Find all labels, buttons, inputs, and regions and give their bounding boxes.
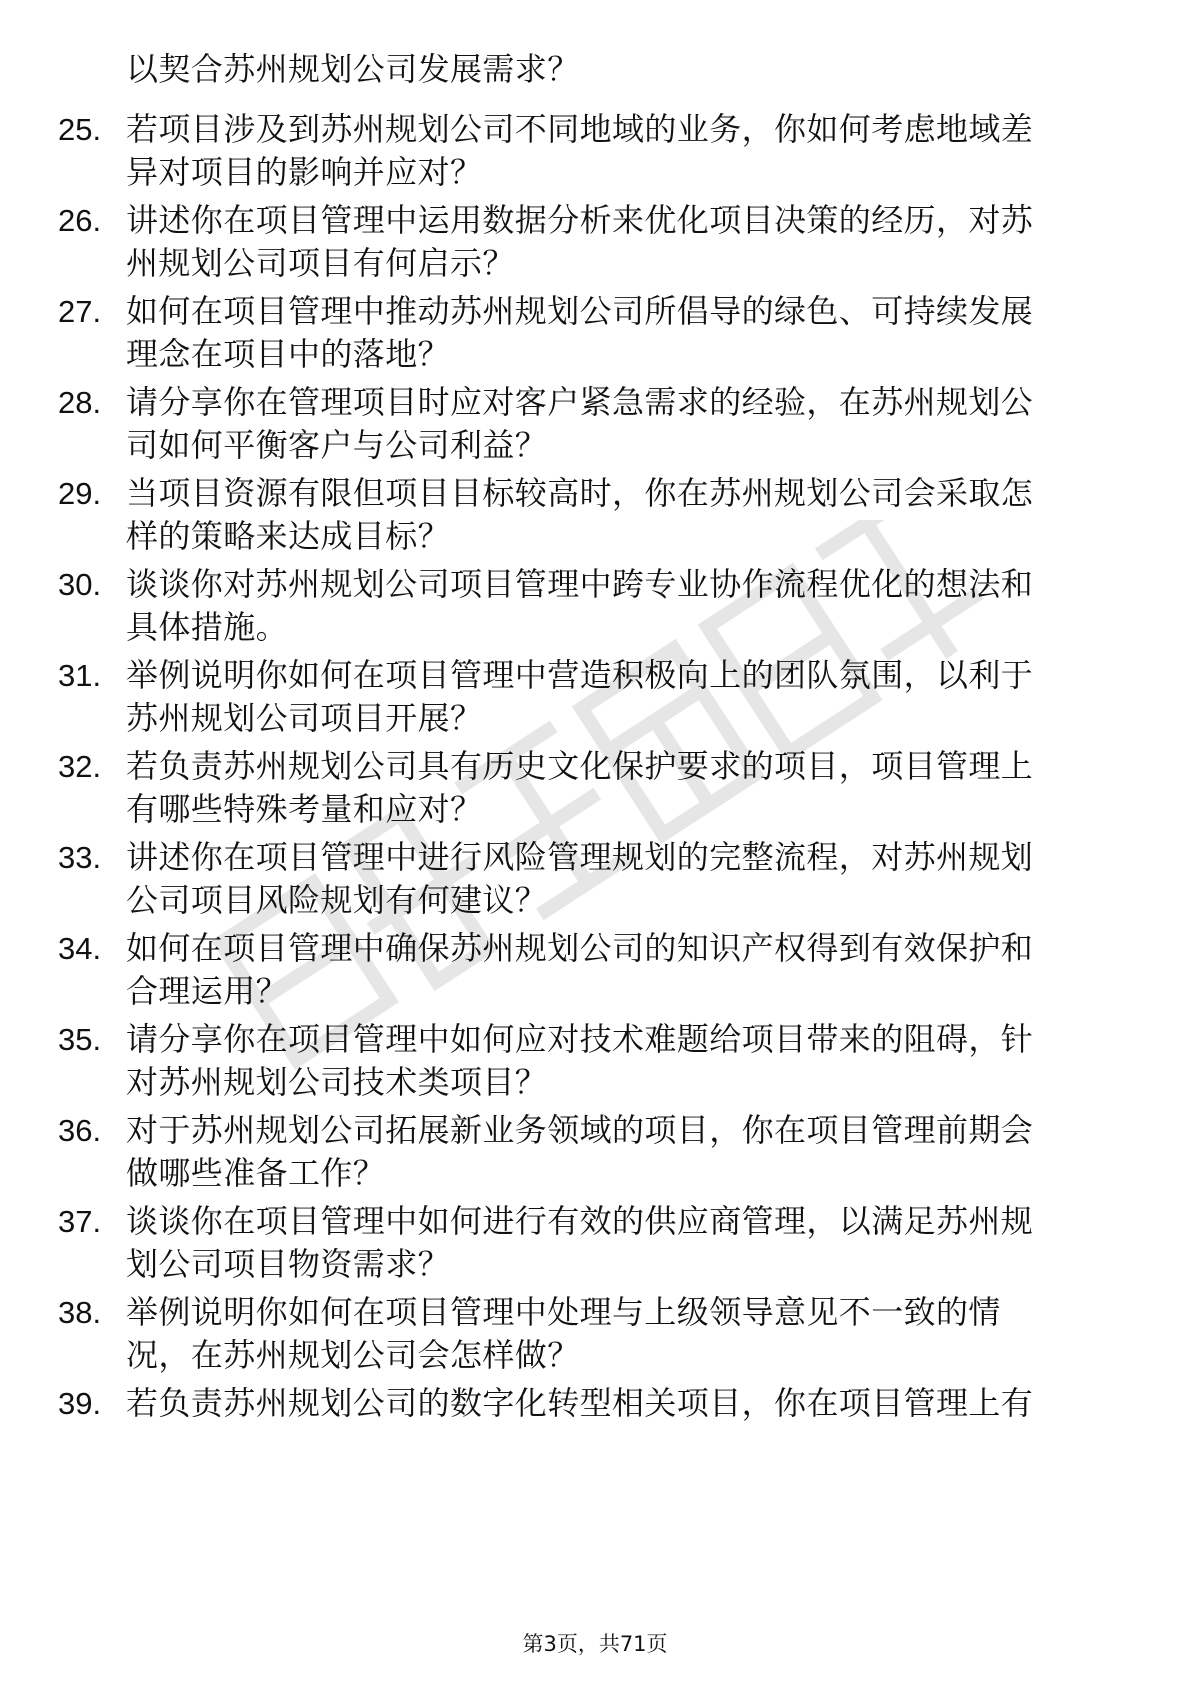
question-number: 25. <box>58 112 102 147</box>
question-line: 司如何平衡客户与公司利益？ <box>126 426 548 464</box>
question-text <box>126 654 1116 740</box>
question-line: 请分享你在管理项目时应对客户紧急需求的经验，在苏州规划公 <box>126 383 1034 421</box>
question-line: 具体措施。 <box>126 608 289 646</box>
question-line: 苏州规划公司项目开展？ <box>126 699 483 737</box>
question-35 <box>58 1018 1118 1104</box>
question-line: 有哪些特殊考量和应对？ <box>126 790 483 828</box>
question-25 <box>58 108 1118 194</box>
question-37 <box>58 1200 1118 1286</box>
question-30 <box>58 563 1118 649</box>
question-text <box>126 1291 1116 1377</box>
question-number: 33. <box>58 840 102 875</box>
question-line: 当项目资源有限但项目目标较高时，你在苏州规划公司会采取怎 <box>126 474 1034 512</box>
question-line: 做哪些准备工作？ <box>126 1154 386 1192</box>
question-line: 如何在项目管理中推动苏州规划公司所倡导的绿色、可持续发展 <box>126 292 1034 330</box>
question-line: 举例说明你如何在项目管理中营造积极向上的团队氛围，以利于 <box>126 656 1034 694</box>
page-footer: 第3页，共71页 <box>522 1632 668 1656</box>
question-38 <box>58 1291 1118 1377</box>
question-text <box>126 381 1116 467</box>
question-line: 如何在项目管理中确保苏州规划公司的知识产权得到有效保护和 <box>126 929 1034 967</box>
question-line: 公司项目风险规划有何建议？ <box>126 881 548 919</box>
question-27 <box>58 290 1118 376</box>
question-number: 35. <box>58 1022 102 1057</box>
question-number: 36. <box>58 1113 102 1148</box>
question-line: 对于苏州规划公司拓展新业务领域的项目，你在项目管理前期会 <box>126 1111 1034 1149</box>
question-26 <box>58 199 1118 285</box>
question-line: 州规划公司项目有何启示？ <box>126 244 515 282</box>
question-text <box>126 1018 1116 1104</box>
question-32 <box>58 745 1118 831</box>
question-line: 谈谈你对苏州规划公司项目管理中跨专业协作流程优化的想法和 <box>126 565 1034 603</box>
question-text <box>126 927 1116 1013</box>
question-number: 28. <box>58 385 102 420</box>
question-number: 29. <box>58 476 102 511</box>
question-text <box>126 199 1116 285</box>
question-line: 合理运用？ <box>126 972 289 1010</box>
question-number: 31. <box>58 658 102 693</box>
continuation-line: 以契合苏州规划公司发展需求？ <box>126 50 580 88</box>
question-line: 划公司项目物资需求？ <box>126 1245 451 1283</box>
question-text <box>126 108 1116 194</box>
question-line: 若负责苏州规划公司的数字化转型相关项目，你在项目管理上有 <box>126 1384 1034 1422</box>
question-28 <box>58 381 1118 467</box>
question-36 <box>58 1109 1118 1195</box>
question-line: 异对项目的影响并应对？ <box>126 153 483 191</box>
question-line: 讲述你在项目管理中运用数据分析来优化项目决策的经历，对苏 <box>126 201 1034 239</box>
question-number: 27. <box>58 294 102 329</box>
question-34 <box>58 927 1118 1013</box>
question-line: 若负责苏州规划公司具有历史文化保护要求的项目，项目管理上 <box>126 747 1034 785</box>
question-text <box>126 745 1116 831</box>
question-text <box>126 1109 1116 1195</box>
question-line: 况，在苏州规划公司会怎样做？ <box>126 1336 580 1374</box>
question-text <box>126 1200 1116 1286</box>
question-text <box>126 563 1116 649</box>
question-number: 26. <box>58 203 102 238</box>
question-number: 38. <box>58 1295 102 1330</box>
question-line: 若项目涉及到苏州规划公司不同地域的业务，你如何考虑地域差 <box>126 110 1034 148</box>
question-text <box>126 836 1116 922</box>
question-number: 34. <box>58 931 102 966</box>
question-line: 谈谈你在项目管理中如何进行有效的供应商管理，以满足苏州规 <box>126 1202 1034 1240</box>
question-33 <box>58 836 1118 922</box>
question-number: 32. <box>58 749 102 784</box>
question-number: 39. <box>58 1386 102 1421</box>
question-number: 30. <box>58 567 102 602</box>
question-number: 37. <box>58 1204 102 1239</box>
question-31 <box>58 654 1118 740</box>
question-line: 举例说明你如何在项目管理中处理与上级领导意见不一致的情 <box>126 1293 1001 1331</box>
question-text <box>126 290 1116 376</box>
question-text <box>126 1382 1116 1425</box>
question-line: 理念在项目中的落地？ <box>126 335 451 373</box>
question-text <box>126 472 1116 558</box>
question-39 <box>58 1382 1118 1468</box>
question-line: 样的策略来达成目标？ <box>126 517 451 555</box>
question-line: 对苏州规划公司技术类项目？ <box>126 1063 548 1101</box>
question-line: 讲述你在项目管理中进行风险管理规划的完整流程，对苏州规划 <box>126 838 1034 876</box>
question-line: 请分享你在项目管理中如何应对技术难题给项目带来的阻碍，针 <box>126 1020 1034 1058</box>
question-29 <box>58 472 1118 558</box>
